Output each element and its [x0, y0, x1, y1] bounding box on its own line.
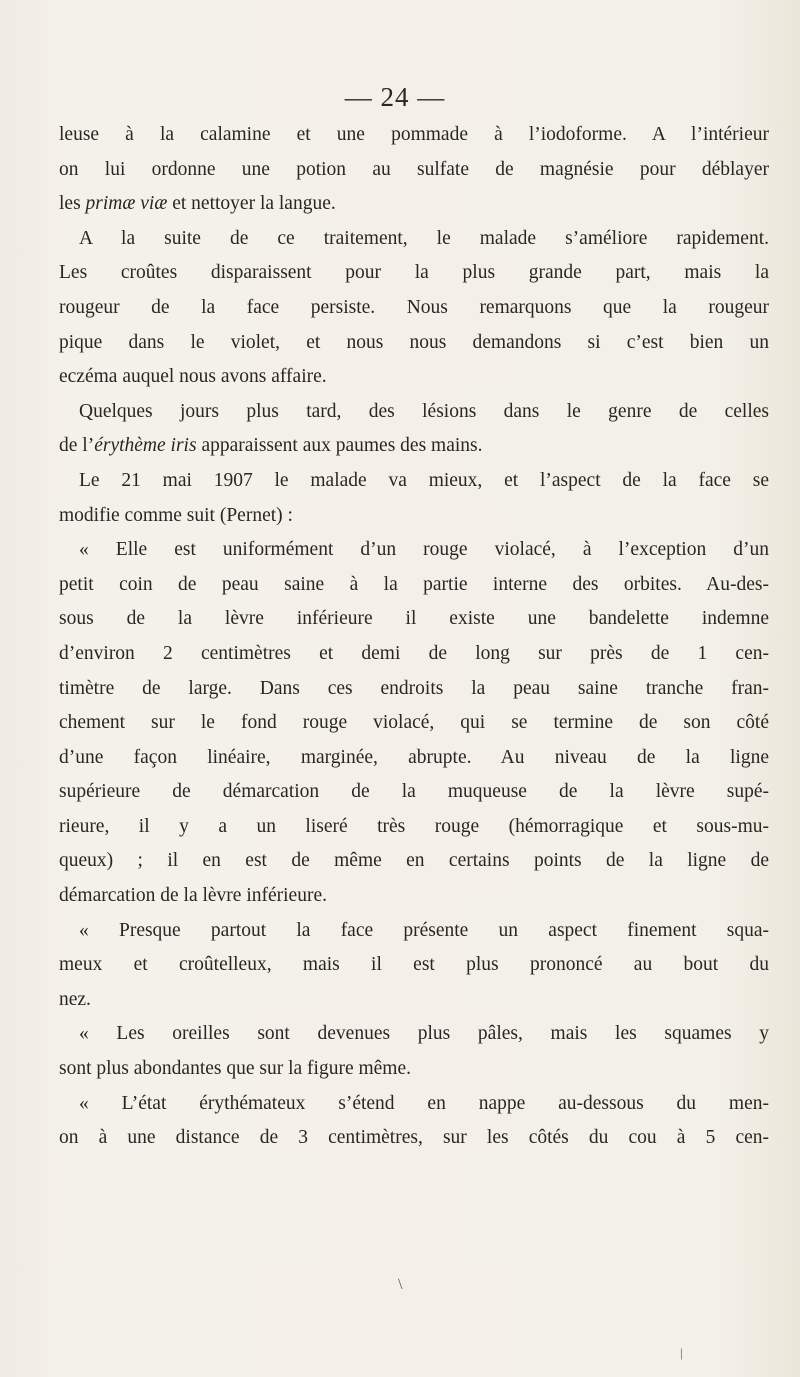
text-line: d’environ 2 centimètres et demi de long sur près de 1 cen- — [59, 642, 769, 664]
italic-term: primæ viæ — [85, 193, 168, 215]
text-line: rougeur de la face persiste. Nous remarquons que la rougeur — [59, 296, 769, 318]
text-line: « Presque partout la face présente un aspect finement squa- — [79, 919, 769, 941]
text-line: meux et croûtelleux, mais il est plus prononcé au bout du — [59, 954, 769, 976]
text-line: « Les oreilles sont devenues plus pâles, mais les squames y — [79, 1023, 769, 1045]
text-line: sont plus abondantes que sur la figure même. — [59, 1058, 411, 1080]
text-line: leuse à la calamine et une pommade à l’iodoforme. A l’intérieur — [59, 124, 769, 145]
text-run: apparaissent aux paumes des mains. — [196, 435, 483, 457]
text-run: de l’ — [59, 435, 95, 457]
text-line: chement sur le fond rouge violacé, qui se termine de son côté — [59, 712, 769, 734]
text-line: queux) ; il en est de même en certains points de la ligne de — [59, 850, 769, 872]
text-line: modifie comme suit (Pernet) : — [59, 504, 293, 526]
ink-mark: | — [680, 1345, 683, 1360]
text-line: « L’état érythémateux s’étend en nappe au-dessous du men- — [79, 1092, 769, 1114]
text-line: démarcation de la lèvre inférieure. — [59, 885, 327, 907]
text-line: « Elle est uniformément d’un rouge violacé, à l’exception d’un — [79, 539, 769, 561]
text-line: Les croûtes disparaissent pour la plus grande part, mais la — [59, 262, 769, 284]
text-line: A la suite de ce traitement, le malade s’améliore rapidement. — [79, 227, 769, 249]
text-line: sous de la lèvre inférieure il existe une bandelette indemne — [59, 608, 769, 630]
text-line: supérieure de démarcation de la muqueuse de la lèvre supé- — [59, 781, 769, 803]
body-text — [59, 118, 769, 1156]
text-line: eczéma auquel nous avons affaire. — [59, 366, 327, 388]
text-line: Quelques jours plus tard, des lésions dans le genre de celles — [79, 400, 769, 422]
italic-term: érythème iris — [94, 435, 197, 457]
text-line: pique dans le violet, et nous nous demandons si c’est bien un — [59, 331, 769, 353]
ink-mark: \ — [398, 1276, 403, 1293]
text-line: rieure, il y a un liseré très rouge (hémorragique et sous-mu- — [59, 815, 769, 837]
text-line: on à une distance de 3 centimètres, sur les côtés du cou à 5 cen- — [59, 1127, 769, 1149]
text-line — [59, 429, 769, 464]
text-line: nez. — [59, 988, 91, 1010]
text-run: et nettoyer la langue. — [167, 193, 336, 215]
text-line: d’une façon linéaire, marginée, abrupte. Au niveau de la ligne — [59, 746, 769, 768]
text-line: timètre de large. Dans ces endroits la peau saine tranche fran- — [59, 677, 769, 699]
text-line: petit coin de peau saine à la partie interne des orbites. Au-des- — [59, 573, 769, 595]
text-line — [59, 187, 769, 222]
text-line: Le 21 mai 1907 le malade va mieux, et l’aspect de la face se — [79, 469, 769, 491]
text-run: les — [59, 193, 86, 215]
page-number: — 24 — — [344, 82, 446, 112]
text-line: on lui ordonne une potion au sulfate de magnésie pour déblayer — [59, 158, 769, 180]
